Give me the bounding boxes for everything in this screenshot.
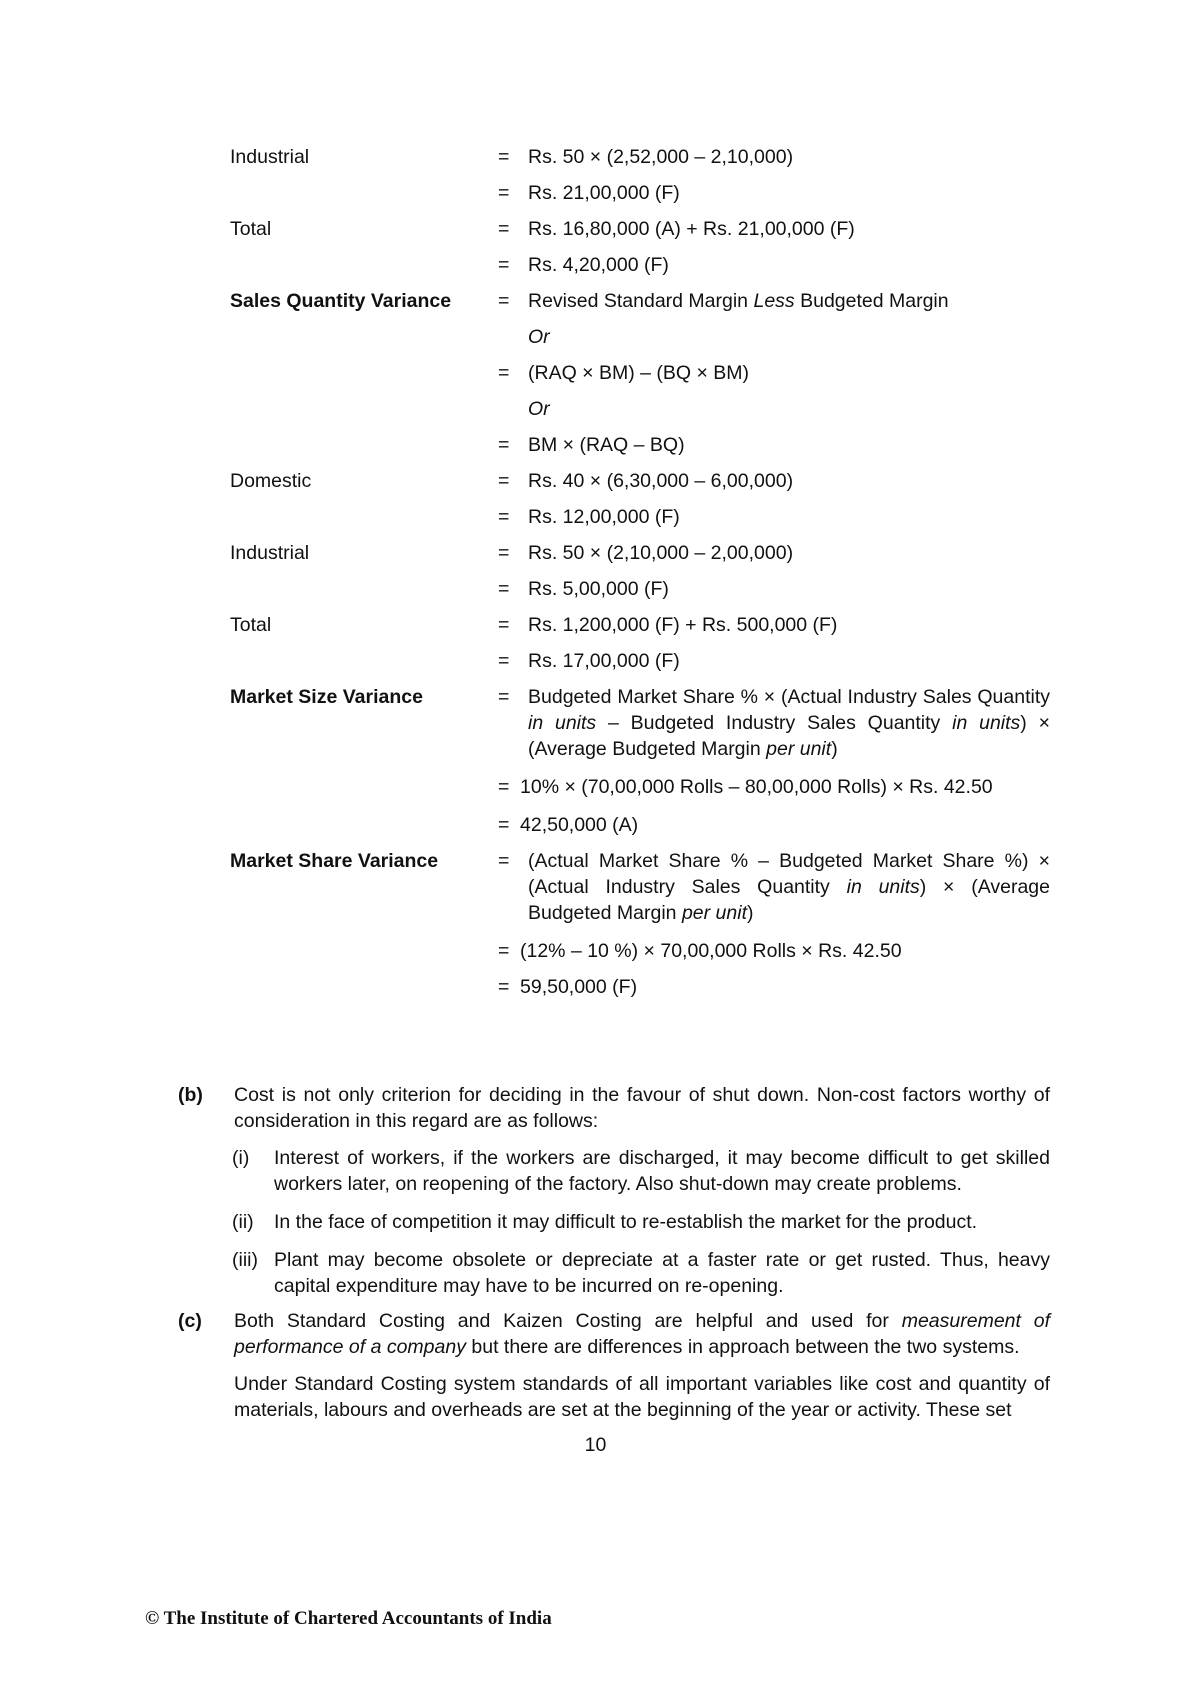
- calc-row: [230, 324, 1050, 350]
- calc-row: [230, 360, 1050, 386]
- variance-calculations: [230, 144, 1050, 1010]
- list-item-text: Plant may become obsolete or depreciate at a faster rate or get rusted. Thus, heavy capital expenditure may have to be incurred on re-opening.: [274, 1249, 1050, 1297]
- list-item-marker: (iii): [232, 1249, 258, 1271]
- equals-sign: =: [498, 254, 510, 276]
- market-share-variance-label: Market Share Variance: [230, 850, 439, 872]
- list-item: [232, 1209, 1050, 1235]
- row-value: Rs. 4,20,000 (F): [528, 254, 669, 276]
- row-value: 59,50,000 (F): [520, 976, 638, 998]
- equals-sign: =: [498, 686, 510, 708]
- part-c-marker: (c): [178, 1310, 202, 1332]
- equals-sign: =: [498, 146, 510, 168]
- calc-row: [230, 612, 1050, 638]
- list-item: [232, 1247, 1050, 1299]
- part-c-paragraph-2: Under Standard Costing system standards of all important variables like cost and quantity of materials, labours and overheads are set at the beginning of the year or activity. These set: [234, 1373, 1050, 1421]
- equals-sign: =: [498, 976, 510, 998]
- equals-sign: =: [498, 850, 510, 872]
- market-size-variance-label: Market Size Variance: [230, 686, 423, 708]
- equals-sign: =: [498, 650, 510, 672]
- or-text: Or: [528, 326, 550, 348]
- equals-sign: =: [498, 506, 510, 528]
- calc-row: [230, 432, 1050, 458]
- row-label: Total: [230, 614, 272, 636]
- part-c-paragraph-1: Both Standard Costing and Kaizen Costing are helpful and used for measurement of performance of a company but there are differences in approach between the two systems.: [234, 1310, 1050, 1358]
- calc-row: [230, 684, 1050, 762]
- calc-row: [230, 812, 1050, 838]
- calc-row: [230, 288, 1050, 314]
- row-label: Industrial: [230, 146, 310, 168]
- row-label: Domestic: [230, 470, 312, 492]
- equals-sign: =: [498, 470, 510, 492]
- equals-sign: =: [498, 940, 510, 962]
- footer-copyright: © The Institute of Chartered Accountants of India: [145, 1608, 552, 1629]
- list-item-marker: (ii): [232, 1211, 254, 1233]
- equals-sign: =: [498, 434, 510, 456]
- row-label: Industrial: [230, 542, 310, 564]
- part-b: [178, 1082, 1050, 1134]
- row-value: Rs. 12,00,000 (F): [528, 506, 680, 528]
- row-value: Rs. 40 × (6,30,000 – 6,00,000): [528, 470, 794, 492]
- calc-row: [230, 848, 1050, 926]
- calc-row: [230, 396, 1050, 422]
- row-value: Revised Standard Margin Less Budgeted Margin: [528, 290, 949, 312]
- calc-row: [230, 468, 1050, 494]
- calc-row: [230, 974, 1050, 1000]
- row-value: Rs. 50 × (2,52,000 – 2,10,000): [528, 146, 794, 168]
- row-value: Rs. 1,200,000 (F) + Rs. 500,000 (F): [528, 614, 838, 636]
- part-c: [178, 1308, 1050, 1360]
- equals-sign: =: [498, 182, 510, 204]
- list-item-text: Interest of workers, if the workers are discharged, it may become difficult to get skilled workers later, on reopening of the factory. Also shut-down may create problems.: [274, 1147, 1050, 1195]
- equals-sign: =: [498, 290, 510, 312]
- calc-row: [230, 216, 1050, 242]
- sales-quantity-variance-label: Sales Quantity Variance: [230, 290, 452, 312]
- list-item-text: In the face of competition it may difficult to re-establish the market for the product.: [274, 1211, 978, 1233]
- part-b-marker: (b): [178, 1084, 203, 1106]
- or-text: Or: [528, 398, 550, 420]
- part-b-intro: Cost is not only criterion for deciding in the favour of shut down. Non-cost factors worthy of consideration in this regard are as follows:: [234, 1084, 1050, 1132]
- row-value: Rs. 16,80,000 (A) + Rs. 21,00,000 (F): [528, 218, 855, 240]
- calc-row: [230, 180, 1050, 206]
- equals-sign: =: [498, 362, 510, 384]
- calc-row: [230, 648, 1050, 674]
- calc-row: [230, 504, 1050, 530]
- row-value: 10% × (70,00,000 Rolls – 80,00,000 Rolls) × Rs. 42.50: [520, 776, 993, 798]
- calc-row: [230, 144, 1050, 170]
- row-value: Budgeted Market Share % × (Actual Industry Sales Quantity in units – Budgeted Industry Sales Quantity in units) × (Average Budgeted Margin per unit): [528, 686, 1050, 760]
- row-value: Rs. 17,00,000 (F): [528, 650, 680, 672]
- list-item-marker: (i): [232, 1147, 250, 1169]
- calc-row: [230, 774, 1050, 800]
- row-value: Rs. 5,00,000 (F): [528, 578, 669, 600]
- equals-sign: =: [498, 614, 510, 636]
- list-item: [232, 1145, 1050, 1197]
- row-value: (RAQ × BM) – (BQ × BM): [528, 362, 750, 384]
- equals-sign: =: [498, 578, 510, 600]
- calc-row: [230, 252, 1050, 278]
- row-value: (12% – 10 %) × 70,00,000 Rolls × Rs. 42.50: [520, 940, 902, 962]
- row-value: 42,50,000 (A): [520, 814, 639, 836]
- row-value: Rs. 21,00,000 (F): [528, 182, 680, 204]
- equals-sign: =: [498, 776, 510, 798]
- page-number: 10: [584, 1434, 607, 1456]
- calc-row: [230, 540, 1050, 566]
- equals-sign: =: [498, 542, 510, 564]
- calc-row: [230, 938, 1050, 964]
- equals-sign: =: [498, 218, 510, 240]
- equals-sign: =: [498, 814, 510, 836]
- row-value: Rs. 50 × (2,10,000 – 2,00,000): [528, 542, 794, 564]
- row-label: Total: [230, 218, 272, 240]
- row-value: BM × (RAQ – BQ): [528, 434, 685, 456]
- row-value: (Actual Market Share % – Budgeted Market Share %) × (Actual Industry Sales Quantity in units) × (Average Budgeted Margin per unit): [528, 850, 1050, 924]
- calc-row: [230, 576, 1050, 602]
